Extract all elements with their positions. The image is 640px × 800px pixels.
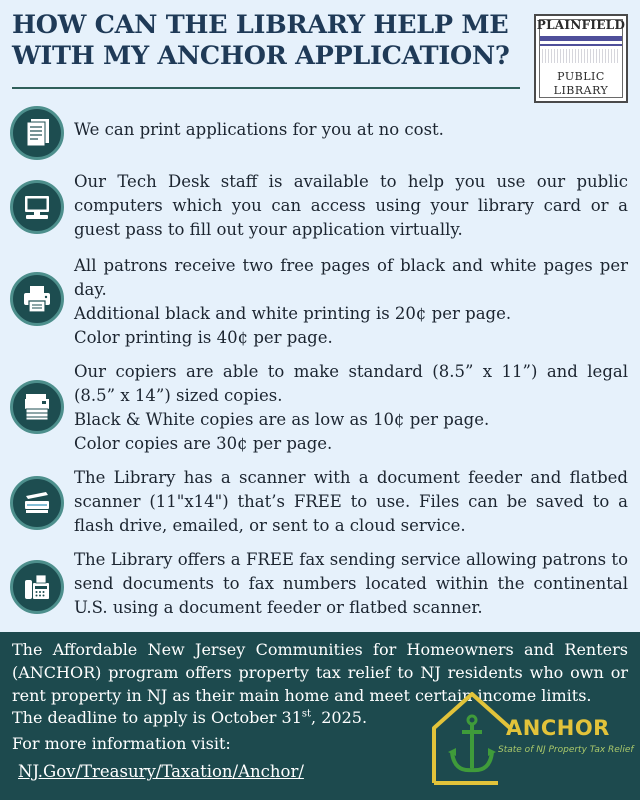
anchor-icon — [448, 716, 496, 770]
title-line-1: HOW CAN THE LIBRARY HELP ME — [12, 10, 509, 40]
item-text-line: We can print applications for you at no cost. — [74, 120, 444, 139]
item-text-line: Additional black and white printing is 20¢ per page. — [74, 304, 512, 323]
service-item-copiers — [10, 360, 630, 456]
anchor-logo-title: ANCHOR — [506, 716, 610, 740]
anchor-description: The Affordable New Jersey Communities for Homeowners and Renters (ANCHOR) program offers property tax relief to NJ residents who own or rent property in NJ as their main home and meet certain income limits. — [12, 640, 628, 705]
service-item-printing — [10, 254, 630, 350]
copier-icon — [10, 380, 64, 434]
item-text-line: The Library has a scanner with a document feeder and flatbed scanner (11"x14") that’s FREE to use. Files can be saved to a flash drive, emailed, or sent to a cloud service. — [74, 468, 628, 535]
service-item-tech-desk — [10, 170, 630, 246]
printer-icon — [10, 272, 64, 326]
fax-icon — [10, 560, 64, 614]
logo-mid-text: PUBLIC — [557, 70, 605, 83]
plainfield-library-logo — [534, 14, 628, 103]
deadline-suffix: , 2025. — [311, 708, 368, 727]
deadline-prefix: The deadline to apply is October 31 — [12, 708, 302, 727]
service-item-fax — [10, 548, 630, 624]
page-header — [12, 10, 522, 72]
item-text-line: Our copiers are able to make standard (8.5” x 11”) and legal (8.5” x 14”) sized copies. — [74, 362, 628, 405]
deadline-sup: st — [301, 708, 312, 720]
item-text-line: Black & White copies are as low as 10¢ per page. — [74, 410, 490, 429]
page-title — [12, 10, 522, 72]
item-text-line: The Library offers a FREE fax sending service allowing patrons to send documents to fax numbers located within the continental U.S. using a document feeder or flatbed scanner. — [74, 550, 628, 617]
anchor-program-logo — [428, 690, 628, 790]
scanner-icon — [10, 476, 64, 530]
title-divider — [12, 87, 520, 89]
computer-icon — [10, 180, 64, 234]
item-text-line: Color printing is 40¢ per page. — [74, 328, 333, 347]
logo-bot-text: LIBRARY — [553, 84, 609, 97]
documents-icon — [10, 106, 64, 160]
anchor-url-link[interactable]: NJ.Gov/Treasury/Taxation/Anchor/ — [18, 762, 304, 781]
item-text-line: Our Tech Desk staff is available to help you use our public computers which you can access using your library card or a guest pass to fill out your application virtually. — [74, 172, 628, 239]
item-text-line: Color copies are 30¢ per page. — [74, 434, 333, 453]
item-text-line: All patrons receive two free pages of black and white pages per day. — [74, 256, 628, 299]
deadline-text — [12, 708, 367, 727]
anchor-logo-subtitle: State of NJ Property Tax Relief — [498, 745, 634, 755]
more-info-text: For more information visit: — [12, 734, 231, 753]
service-item-scanner — [10, 466, 630, 542]
title-line-2: WITH MY ANCHOR APPLICATION? — [12, 41, 510, 71]
service-item-printing-applications — [10, 104, 630, 160]
logo-top-text: PLAINFIELD — [536, 18, 626, 32]
